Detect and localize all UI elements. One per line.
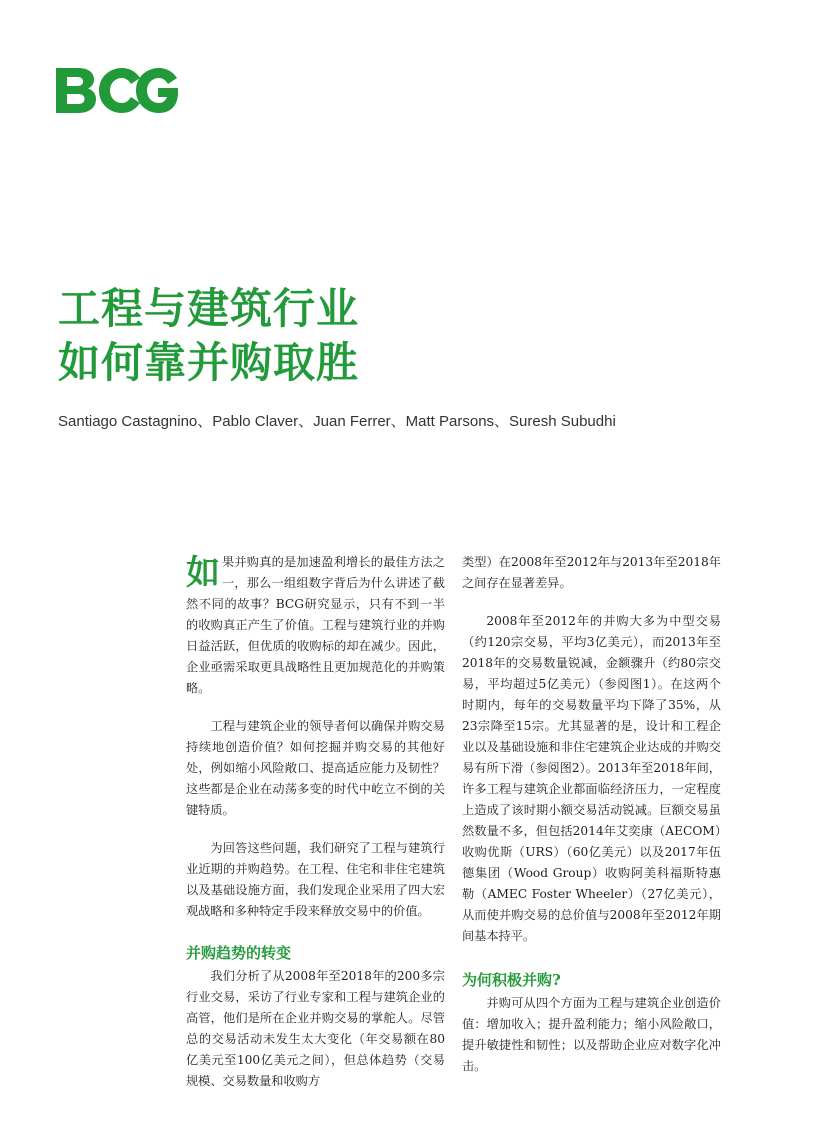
body-paragraph: 2008年至2012年的并购大多为中型交易（约120宗交易，平均3亿美元），而2013年至2018年的交易数量锐减，金额骤升（约80宗交易，平均超过5亿美元）（参阅图1）。在这两个时期内，每年的交易数量平均下降了35%，从23宗降至15宗。尤其显著的是，设计和工程企业以及基础设施和非住宅建筑企业达成的并购交易有所下滑（参阅图2）。2013年至2018年间，许多工程与建筑企业都面临经济压力，一定程度上造成了该时期小额交易活动锐减。巨额交易虽然数量不多，但包括2014年艾奕康（AECOM）收购优斯（URS）（60亿美元）以及2017年伍德集团（Wood Group）收购阿美科福斯特惠勒（AMEC Foster Wheeler）（27亿美元），从而使并购交易的总价值与2008年至2012年期间基本持平。 (462, 614, 721, 943)
body-paragraph: 我们分析了从2008年至2018年的200多宗行业交易，采访了行业专家和工程与建筑企业的高管，他们是所在企业并购交易的掌舵人。尽管总的交易活动未发生太大变化（年交易额在80亿美元至100亿美元之间），但总体趋势（交易规模、交易数量和收购方 (186, 969, 445, 1088)
page-title (58, 282, 678, 390)
left-column (186, 552, 445, 1109)
body-paragraph: 并购可从四个方面为工程与建筑企业创造价值：增加收入；提升盈利能力；缩小风险敞口，提升敏捷性和韧性；以及帮助企业应对数字化冲击。 (462, 996, 721, 1073)
body-paragraph-continued: 类型）在2008年至2012年与2013年至2018年之间存在显著差异。 (462, 555, 721, 590)
body-paragraph: 为回答这些问题，我们研究了工程与建筑行业近期的并购趋势。在工程、住宅和非住宅建筑以及基础设施方面，我们发现企业采用了四大宏观战略和多种特定手段来释放交易中的价值。 (186, 841, 445, 918)
section-heading-why: 为何积极并购? (462, 971, 561, 989)
drop-cap: 如 (186, 553, 220, 593)
body-paragraph: 工程与建筑企业的领导者何以确保并购交易持续地创造价值？如何挖掘并购交易的其他好处，例如缩小风险敞口、提高适应能力及韧性？这些都是企业在动荡多变的时代中屹立不倒的关键特质。 (186, 719, 445, 817)
intro-paragraph-text: 果并购真的是加速盈利增长的最佳方法之一，那么一组组数字背后为什么讲述了截然不同的故事？BCG研究显示，只有不到一半的收购真正产生了价值。工程与建筑行业的并购日益活跃，但优质的收购标的却在减少。因此，企业亟需采取更具战略性且更加规范化的并购策略。 (186, 555, 445, 695)
intro-paragraph (186, 552, 445, 699)
section-heading-trends: 并购趋势的转变 (186, 944, 292, 962)
title-line-1: 工程与建筑行业 (58, 284, 360, 333)
bcg-logo-mark (56, 66, 178, 116)
title-line-2: 如何靠并购取胜 (58, 338, 360, 387)
bcg-logo (56, 66, 178, 120)
right-column (462, 552, 721, 1094)
authors-line: Santiago Castagnino、Pablo Claver、Juan Ferrer、Matt Parsons、Suresh Subudhi (58, 413, 616, 430)
